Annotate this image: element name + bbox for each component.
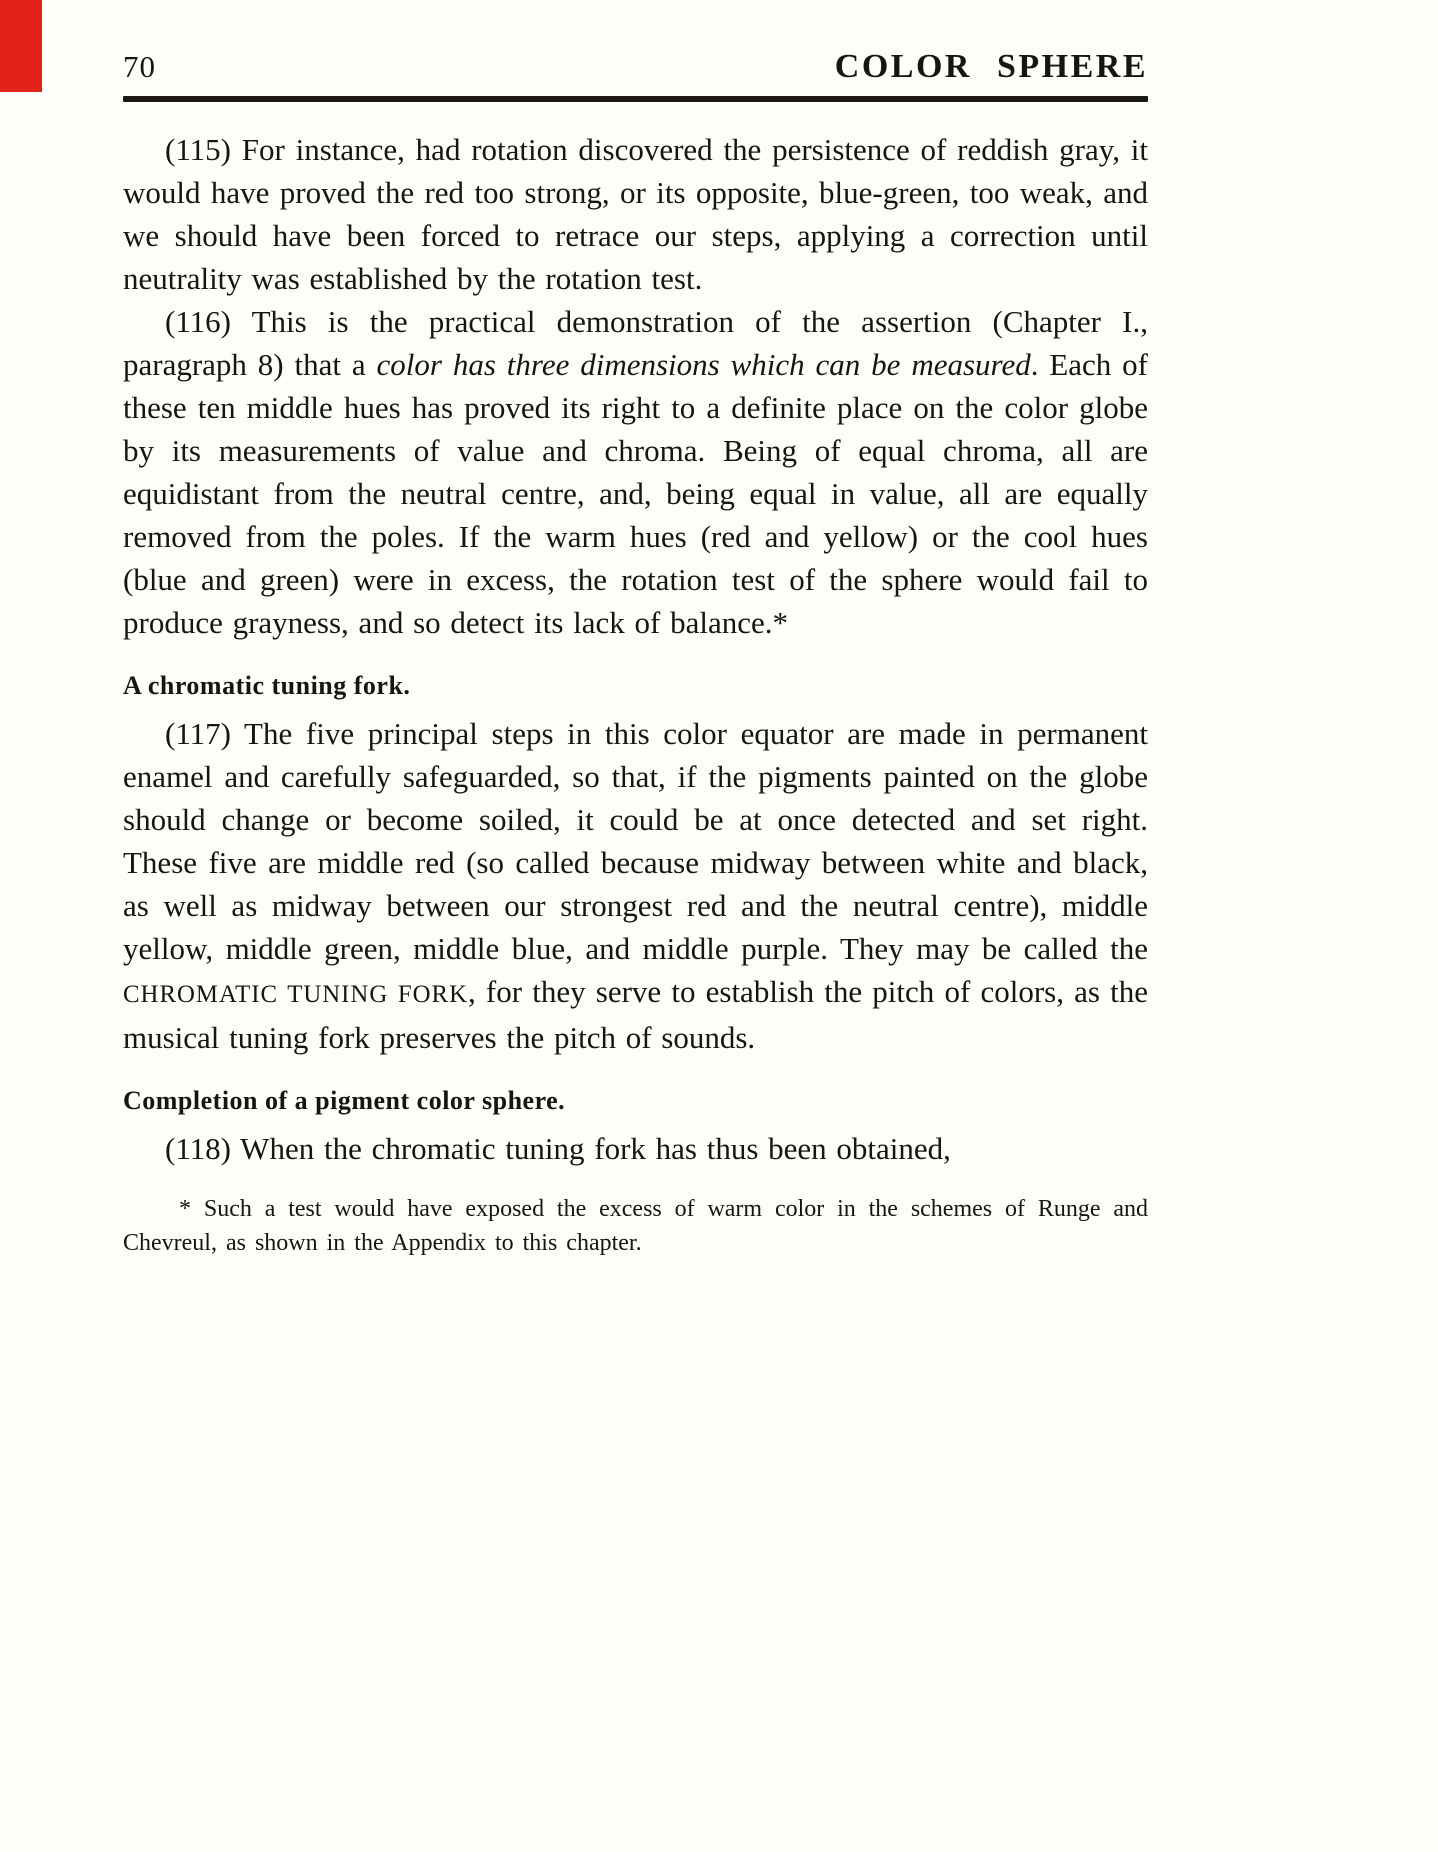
text-block	[123, 128, 1148, 1260]
section-heading-chromatic-tuning-fork: A chromatic tuning fork.	[123, 671, 411, 700]
paragraph-116-text: (116) This is the practical demonstration of the assertion (Chapter I., paragraph 8) that a	[123, 304, 1148, 382]
paragraph-116-italic-phrase: color has three dimensions which can be measured	[376, 347, 1031, 382]
paragraph-115: (115) For instance, had rotation discovered the persistence of reddish gray, it would have proved the red too strong, or its opposite, blue-green, too weak, and we should have been forced to retrace our steps, applying a correction until neutrality was established by the rotation test.	[123, 132, 1148, 296]
scan-corner-red-mark	[0, 0, 42, 92]
paragraph-117-text: (117) The five principal steps in this color equator are made in permanent enamel and carefully safeguarded, so that, if the pigments painted on the globe should change or become soiled, it could be at once detected and set right. These five are middle red (so called because midway between white and black, as well as midway between our strongest red and the neutral centre), middle yellow, middle green, middle blue, and middle purple. They may be called the	[123, 716, 1148, 966]
section-heading-completion-pigment-sphere: Completion of a pigment color sphere.	[123, 1086, 566, 1115]
paragraph-117	[123, 712, 1148, 1059]
paragraph-118: (118) When the chromatic tuning fork has thus been obtained,	[165, 1131, 951, 1166]
paragraph-117-text-continued: , for they serve to establish the pitch of colors, as the musical tuning fork preserves the pitch of sounds.	[123, 974, 1148, 1055]
paragraph-116-text-continued: . Each of these ten middle hues has proved its right to a definite place on the color globe by its measurements of value and chroma. Being of equal chroma, all are equidistant from the neutral centre, and, being equal in value, all are equally removed from the poles. If the warm hues (red and yellow) or the cool hues (blue and green) were in excess, the rotation test of the sphere would fail to produce grayness, and so detect its lack of balance.*	[123, 347, 1148, 640]
footnote	[123, 1192, 1148, 1260]
footnote-text: Such a test would have exposed the excess of warm color in the schemes of Runge and Chevreul, as shown in the Appendix to this chapter.	[123, 1196, 1148, 1256]
paragraph-116	[123, 300, 1148, 644]
paragraph-117-smallcaps-phrase: CHROMATIC TUNING FORK	[123, 981, 469, 1008]
page-header	[123, 48, 1148, 86]
footnote-marker: *	[179, 1196, 191, 1222]
header-rule	[123, 96, 1148, 102]
page-content	[123, 48, 1148, 1260]
page-number: 70	[123, 49, 156, 84]
running-title: COLOR SPHERE	[834, 48, 1148, 85]
